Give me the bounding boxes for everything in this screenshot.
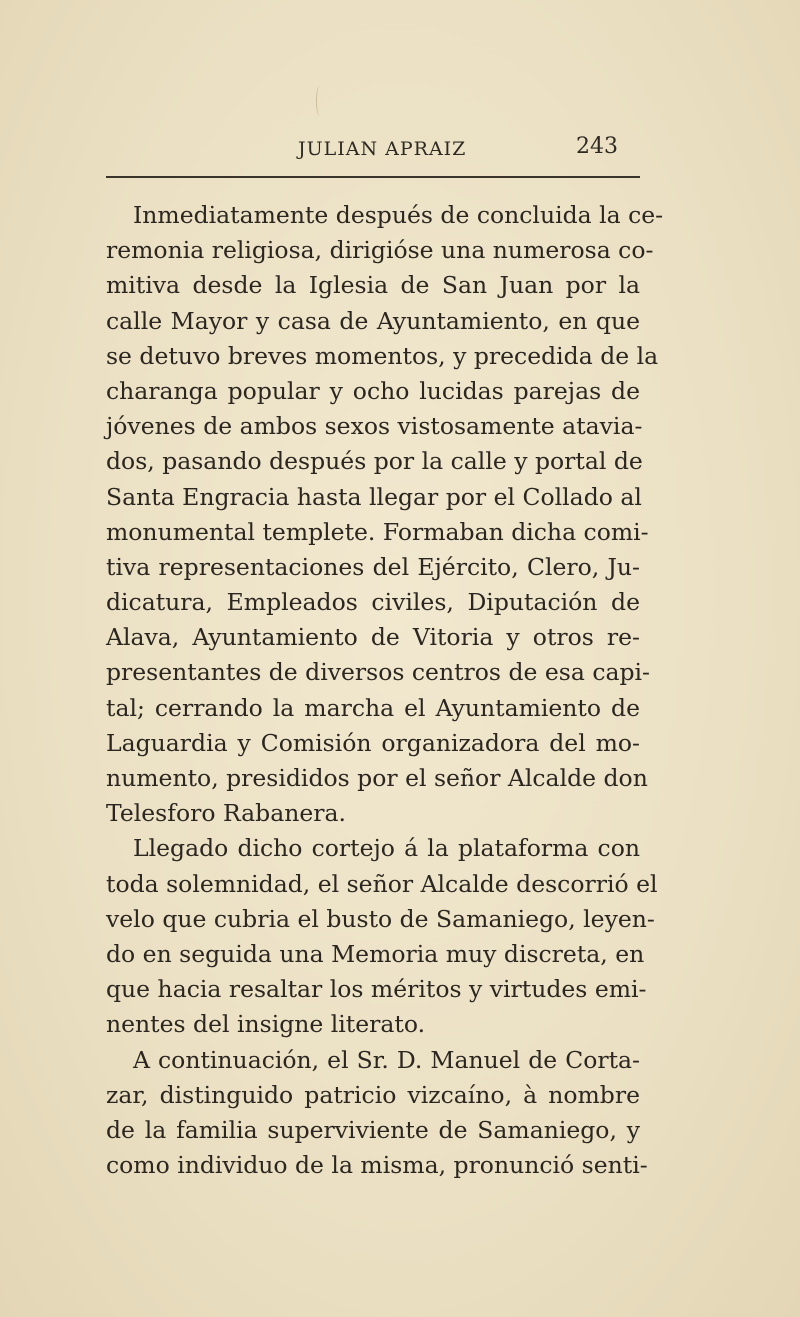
paper-mark bbox=[316, 86, 323, 116]
text-line: zar, distinguido patricio vizcaíno, à nombre bbox=[106, 1080, 640, 1109]
text-line: tiva representaciones del Ejército, Clero, Ju- bbox=[106, 552, 640, 581]
text-line: toda solemnidad, el señor Alcalde descorrió el bbox=[106, 869, 658, 898]
header-rule bbox=[106, 176, 640, 178]
text-line: jóvenes de ambos sexos vistosamente atavia- bbox=[106, 412, 643, 441]
text-line: Alava, Ayuntamiento de Vitoria y otros re- bbox=[106, 623, 640, 652]
text-line: como individuo de la misma, pronunció senti- bbox=[106, 1151, 648, 1180]
text-line: Laguardia y Comisión organizadora del mo- bbox=[106, 728, 640, 757]
text-line: numento, presididos por el señor Alcalde don bbox=[106, 764, 648, 792]
text-line: mitiva desde la Iglesia de San Juan por la bbox=[106, 271, 640, 300]
page-number: 243 bbox=[576, 134, 618, 159]
text-line: do en seguida una Memoria muy discreta, en bbox=[106, 939, 645, 968]
text-line: velo que cubria el busto de Samaniego, leyen- bbox=[106, 904, 655, 933]
text-line: monumental templete. Formaban dicha comi- bbox=[106, 517, 649, 546]
running-head: JULIAN APRAIZ bbox=[298, 138, 467, 160]
text-line: remonia religiosa, dirigióse una numerosa co- bbox=[106, 236, 654, 265]
text-line: tal; cerrando la marcha el Ayuntamiento de bbox=[106, 693, 640, 722]
text-line: A continuación, el Sr. D. Manuel de Corta- bbox=[133, 1045, 640, 1074]
text-line: nentes del insigne literato. bbox=[106, 1010, 426, 1039]
text-line: charanga popular y ocho lucidas parejas de bbox=[106, 376, 640, 405]
text-line: calle Mayor y casa de Ayuntamiento, en que bbox=[106, 306, 640, 335]
text-line: se detuvo breves momentos, y precedida de la bbox=[106, 341, 659, 370]
text-line: dicatura, Empleados civiles, Diputación de bbox=[106, 588, 640, 617]
body-text bbox=[106, 198, 664, 1183]
text-line: Santa Engracia hasta llegar por el Collado al bbox=[106, 482, 642, 511]
text-line: Telesforo Rabanera. bbox=[106, 799, 346, 828]
text-line: presentantes de diversos centros de esa capi- bbox=[106, 658, 650, 687]
text-line: de la familia superviviente de Samaniego, y bbox=[106, 1115, 640, 1144]
text-line: Llegado dicho cortejo á la plataforma con bbox=[133, 834, 640, 863]
text-line: dos, pasando después por la calle y portal de bbox=[106, 447, 643, 476]
text-line: Inmediatamente después de concluida la ce- bbox=[133, 201, 664, 229]
text-line: que hacia resaltar los méritos y virtudes emi- bbox=[106, 975, 647, 1004]
